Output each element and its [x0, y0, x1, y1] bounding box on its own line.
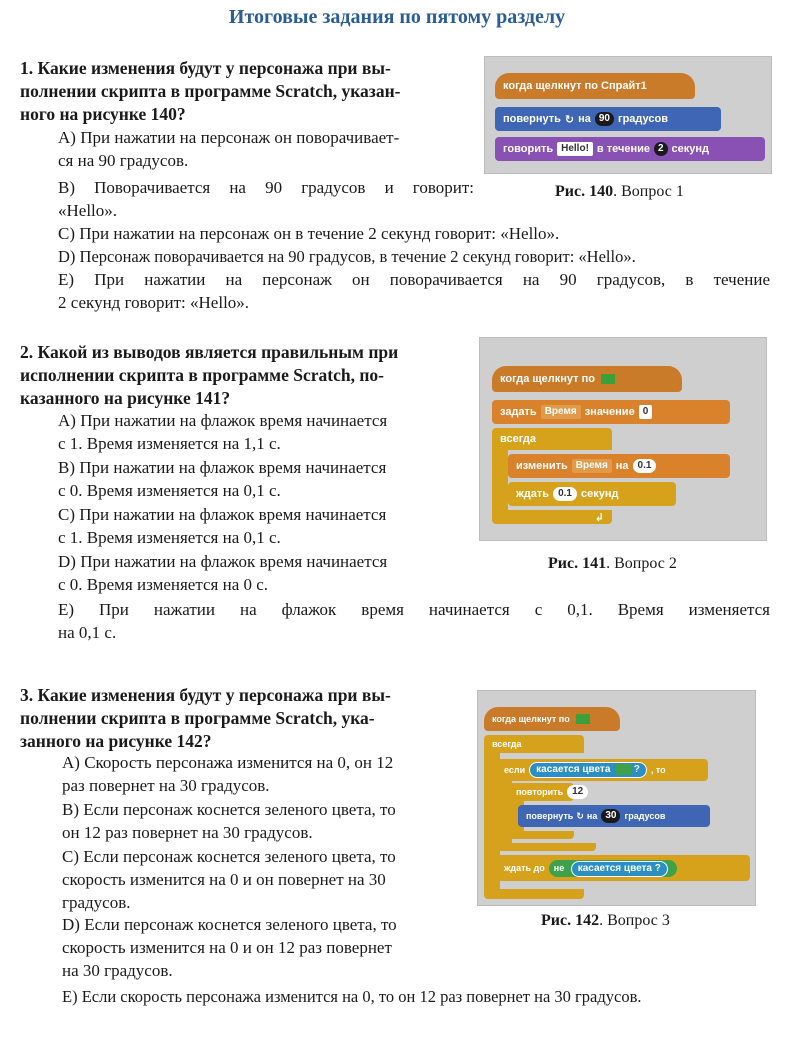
option-line: скорость изменится на 0 и он повернет на 30	[62, 870, 386, 889]
say-seconds: 2	[654, 142, 668, 156]
option-line: на 30 градусов.	[62, 961, 173, 980]
q2-option-c	[58, 503, 386, 549]
question-2-line: исполнении скрипта в программе Scratch, по-	[20, 365, 384, 385]
option-line: он 12 раз повернет на 30 градусов.	[62, 823, 313, 842]
option-line: B) При нажатии на флажок время начинается	[58, 458, 387, 477]
caption-number: Рис. 140	[555, 183, 614, 200]
q1-option-d: D) Персонаж поворачивается на 90 градусов, в течение 2 секунд говорит: «Hello».	[58, 247, 636, 266]
figure-140	[484, 56, 772, 174]
q3-option-b	[62, 798, 396, 844]
block-label: когда щелкнут по	[492, 714, 570, 724]
block-label: говорить	[503, 143, 554, 155]
q3-option-e: E) Если скорость персонажа изменится на 0, то он 12 раз повернет на 30 градусов.	[62, 987, 642, 1006]
variable-dropdown: Время	[541, 405, 581, 419]
option-line: C) При нажатии на флажок время начинается	[58, 505, 387, 524]
caption-142	[541, 912, 670, 930]
block-wait	[508, 482, 676, 506]
question-1-line: полнении скрипта в программе Scratch, указан-	[20, 81, 401, 101]
option-line: D) При нажатии на флажок время начинается	[58, 552, 388, 571]
block-when-flag-clicked	[484, 707, 620, 731]
block-forever	[484, 735, 584, 753]
block-label: повернуть	[503, 113, 561, 125]
block-when-flag-clicked	[492, 366, 682, 392]
question-2-line: 2. Какой из выводов является правильным при	[20, 342, 399, 362]
block-label: задать	[500, 406, 537, 418]
q1-option-e	[58, 268, 770, 314]
question-3	[20, 684, 391, 753]
q3-option-a	[62, 751, 393, 797]
q1-option-c: C) При нажатии на персонаж он в течение 2 секунд говорит: «Hello».	[58, 224, 560, 243]
question-1-line: 1. Какие изменения будут у персонажа при вы-	[20, 58, 391, 78]
option-line: 2 секунд говорит: «Hello».	[58, 293, 250, 312]
block-repeat	[508, 783, 584, 801]
q1-option-a	[58, 126, 399, 172]
option-line: B) Поворачивается на 90 градусов и говорит:	[58, 178, 474, 197]
wait-value: 0.1	[553, 487, 577, 501]
option-line: A) При нажатии на флажок время начинается	[58, 411, 388, 430]
block-change-variable	[508, 454, 730, 478]
block-set-variable	[492, 400, 730, 424]
option-line: E) При нажатии на флажок время начинается с 0,1. Время изменяется	[58, 600, 770, 619]
question-1-line: ного на рисунке 140?	[20, 104, 186, 124]
block-label: ждать	[516, 488, 550, 500]
block-label: значение	[584, 406, 635, 418]
q2-option-a	[58, 409, 387, 455]
sensor-label: касается цвета	[577, 862, 652, 874]
question-3-line: 3. Какие изменения будут у персонажа при вы-	[20, 685, 391, 705]
option-line: раз повернет на 30 градусов.	[62, 776, 270, 795]
figure-141	[479, 337, 767, 541]
block-turn: повернуть ↻ на 90 градусов	[495, 107, 721, 131]
block-forever-end	[484, 889, 584, 899]
option-line: с 0. Время изменяется на 0 с.	[58, 575, 269, 594]
block-when-clicked-sprite	[495, 73, 695, 99]
not-operator	[549, 860, 677, 877]
q1-option-b	[58, 176, 474, 222]
option-line: C) Если персонаж коснется зеленого цвета, то	[62, 847, 396, 866]
question-3-line: полнении скрипта в программе Scratch, ука-	[20, 708, 375, 728]
block-if	[496, 759, 708, 781]
block-label: градусов	[624, 811, 666, 821]
block-label: всегда	[492, 739, 522, 749]
caption-140	[555, 183, 684, 201]
option-line: скорость изменится на 0 и он 12 раз повернет	[62, 938, 392, 957]
caption-text: . Вопрос 1	[613, 183, 684, 200]
touching-color-sensor	[529, 762, 647, 778]
option-line: «Hello».	[58, 201, 118, 220]
green-flag-icon	[601, 374, 615, 384]
touching-color-sensor	[571, 861, 668, 877]
block-label: повернуть	[526, 811, 574, 821]
q3-option-d	[62, 913, 397, 982]
caption-text: . Вопрос 2	[606, 555, 677, 572]
sensor-qmark: ?	[654, 862, 661, 874]
option-line: ся на 90 градусов.	[58, 151, 189, 170]
block-label: градусов	[617, 113, 668, 125]
set-value: 0	[639, 405, 653, 419]
block-forever	[492, 428, 612, 450]
question-1	[20, 57, 401, 126]
caption-text: . Вопрос 3	[599, 912, 670, 929]
option-line: D) Если персонаж коснется зеленого цвета, то	[62, 915, 397, 934]
green-flag-icon	[576, 714, 590, 724]
forever-arm	[492, 450, 508, 512]
question-3-line: занного на рисунке 142?	[20, 731, 212, 751]
question-2-line: казанного на рисунке 141?	[20, 388, 231, 408]
block-label: , то	[650, 765, 666, 775]
loop-arrow-icon: ↲	[594, 511, 604, 524]
option-line: A) При нажатии на персонаж он поворачивает-	[58, 128, 400, 147]
q2-option-d	[58, 550, 387, 596]
block-label: изменить	[516, 460, 568, 472]
caption-141	[548, 555, 677, 573]
block-label: ждать до	[504, 863, 545, 873]
turn-value: 90	[595, 112, 614, 126]
option-line: с 1. Время изменяется на 0,1 с.	[58, 528, 281, 547]
option-line: на 0,1 с.	[58, 623, 117, 642]
block-label: секунд	[671, 143, 710, 155]
block-label: когда щелкнут по	[500, 373, 595, 385]
say-value: Hello!	[557, 142, 593, 156]
block-say	[495, 137, 765, 161]
option-line: градусов.	[62, 893, 131, 912]
variable-dropdown: Время	[572, 459, 612, 473]
sensor-label: касается цвета	[536, 764, 611, 775]
if-end	[496, 843, 596, 851]
rotate-icon: ↻	[576, 810, 584, 821]
option-line: с 0. Время изменяется на 0,1 с.	[58, 481, 281, 500]
block-label: на	[615, 460, 629, 472]
page-title: Итоговые задания по пятому разделу	[228, 6, 566, 28]
block-label: всегда	[500, 433, 536, 445]
option-line: E) При нажатии на персонаж он поворачивается на 90 градусов, в течение	[58, 270, 770, 289]
block-label: секунд	[580, 488, 619, 500]
block-label: если	[504, 765, 526, 775]
option-line: с 1. Время изменяется на 1,1 с.	[58, 434, 281, 453]
block-turn	[518, 805, 710, 827]
question-2	[20, 341, 398, 410]
repeat-value: 12	[567, 785, 588, 799]
rotate-icon: ↻	[564, 113, 575, 126]
operator-label: не	[553, 862, 565, 873]
option-line: A) Скорость персонажа изменится на 0, он 12	[62, 753, 394, 772]
change-value: 0.1	[633, 459, 657, 473]
block-forever-end	[492, 510, 612, 524]
option-line: B) Если персонаж коснется зеленого цвета, то	[62, 800, 396, 819]
block-label: на	[586, 811, 598, 821]
repeat-end	[508, 831, 574, 839]
caption-number: Рис. 141	[548, 555, 607, 572]
q3-option-c	[62, 845, 396, 914]
block-label: повторить	[516, 787, 564, 797]
q2-option-e	[58, 598, 770, 644]
sensor-qmark: ?	[633, 764, 640, 775]
block-label: в течение	[596, 143, 650, 155]
block-label: когда щелкнут по Спрайт1	[503, 80, 647, 92]
figure-142	[477, 690, 756, 906]
q2-option-b	[58, 456, 386, 502]
caption-number: Рис. 142	[541, 912, 600, 929]
color-swatch	[616, 764, 631, 775]
block-wait-until	[496, 855, 750, 881]
turn-value: 30	[601, 809, 620, 823]
